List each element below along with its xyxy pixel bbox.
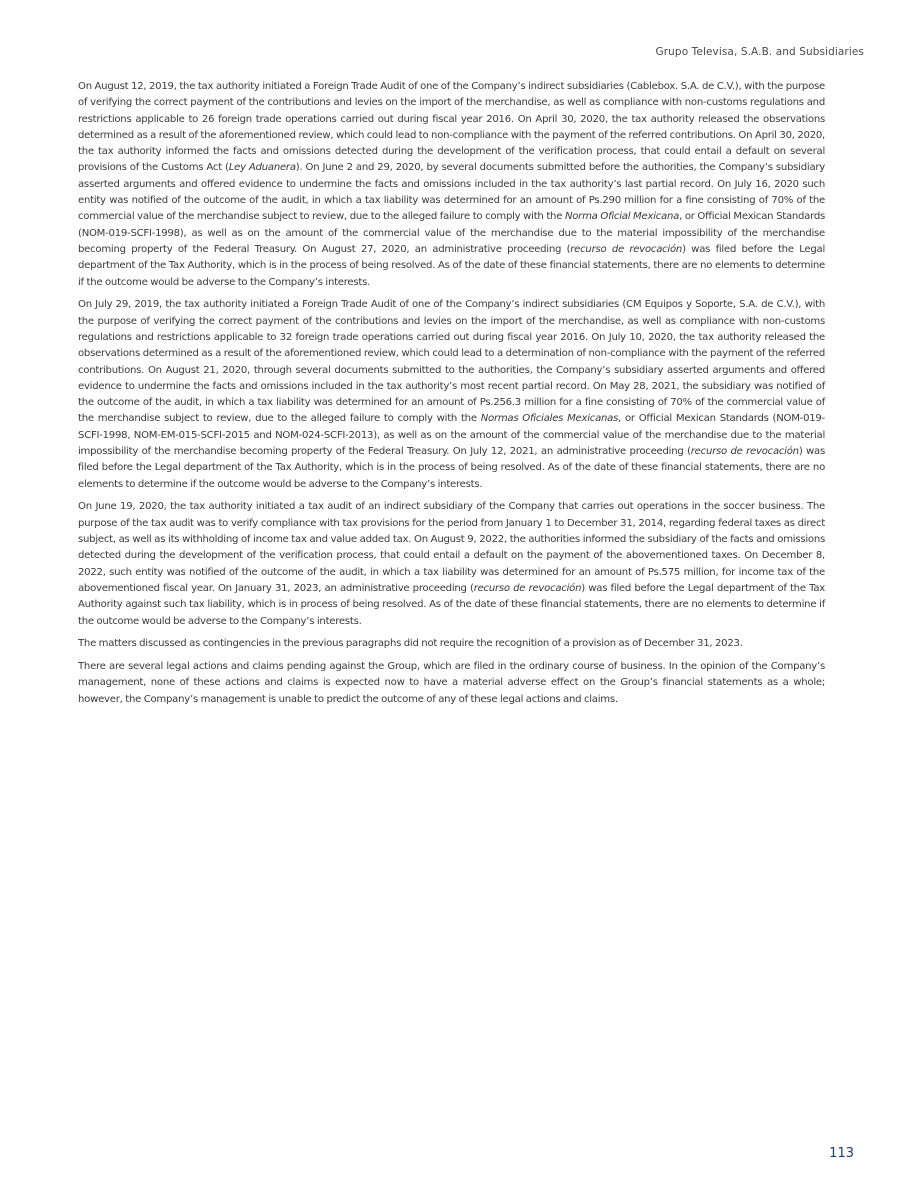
running-header: Grupo Televisa, S.A.B. and Subsidiaries [655,46,864,58]
paragraph-cablebox-audit: On August 12, 2019, the tax authority initiated a Foreign Trade Audit of one of the Company’s indirect subsidiaries (Cablebox. S.A. de C.V.), with the purpose of verifying the correct payment of the contributions and levies on the import of the merchandise, as well as compliance with non-customs regulations and restrictions applicable to 26 foreign trade operations carried out during fiscal year 2016. On April 30, 2020, the tax authority released the observations determined as a result of the aforementioned review, which could lead to non-compliance with the payment of the referred contributions. On April 30, 2020, the tax authority informed the facts and omissions detected during the development of the verification process, that could entail a default on several provisions of the Customs Act (Ley Aduanera). On June 2 and 29, 2020, by several documents submitted before the authorities, the Company’s subsidiary asserted arguments and offered evidence to undermine the facts and omissions included in the tax authority’s last partial record. On July 16, 2020 such entity was notified of the outcome of the audit, in which a tax liability was determined for an amount of Ps.290 million for a fine consisting of 70% of the commercial value of the merchandise subject to review, due to the alleged failure to comply with the Norma Oficial Mexicana, or Official Mexican Standards (NOM-019-SCFI-1998), as well as on the amount of the commercial value of the merchandise due to the material impossibility of the merchandise becoming property of the Federal Treasury. On August 27, 2020, an administrative proceeding (recurso de revocación) was filed before the Legal department of the Tax Authority, which is in the process of being resolved. As of the date of these financial statements, there are no elements to determine if the outcome would be adverse to the Company’s interests. [78,81,826,288]
paragraph-cm-equipos-audit: On July 29, 2019, the tax authority initiated a Foreign Trade Audit of one of the Company’s indirect subsidiaries (CM Equipos y Soporte, S.A. de C.V.), with the purpose of verifying the correct payment of the contributions and levies on the import of the merchandise, as well as compliance with non-customs regulations and restrictions applicable to 32 foreign trade operations carried out during fiscal year 2016. On July 10, 2020, the tax authority released the observations determined as a result of the aforementioned review, which could lead to a determination of non-compliance with the payment of the referred contributions. On August 21, 2020, through several documents submitted to the authorities, the Company’s subsidiary asserted arguments and offered evidence to undermine the facts and omissions included in the tax authority’s most recent partial record. On May 28, 2021, the subsidiary was notified of the outcome of the audit, in which a tax liability was determined for an amount of Ps.256.3 million for a fine consisting of 70% of the commercial value of the merchandise subject to review, due to the alleged failure to comply with the Normas Oficiales Mexicanas, or Official Mexican Standards (NOM-019- SCFI-1998, NOM-EM-015-SCFI-2015 and NOM-024-SCFI-2013), as well as on the amount of the commercial value of the merchandise due to the material impossibility of the merchandise becoming property of the Federal Treasury. On July 12, 2021, an administrative proceeding (recurso de revocación) was filed before the Legal department of the Tax Authority, which is in the process of being resolved. As of the date of these financial statements, there are no elements to determine if the outcome would be adverse to the Company’s interests. [78,299,825,490]
page-number: 113 [829,1146,854,1161]
paragraph-provision-note: The matters discussed as contingencies in the previous paragraphs did not require the recognition of a provision as of December 31, 2023. [78,638,743,650]
paragraph-legal-actions: There are several legal actions and claims pending against the Group, which are filed in the ordinary course of business. In the opinion of the Company’s management, none of these actions and claims is expected now to have a material adverse effect on the Group’s financial statements as a whole; however, the Company’s management is unable to predict the outcome of any of these legal actions and claims. [78,661,825,705]
paragraph-soccer-audit: On June 19, 2020, the tax authority initiated a tax audit of an indirect subsidiary of the Company that carries out operations in the soccer business. The purpose of the tax audit was to verify compliance with tax provisions for the period from January 1 to December 31, 2014, regarding federal taxes as direct subject, as well as its withholding of income tax and value added tax. On August 9, 2022, the authorities informed the subsidiary of the facts and omissions detected during the development of the verification process, that could entail a default on the payment of the abovementioned taxes. On December 8, 2022, such entity was notified of the outcome of the audit, in which a tax liability was determined for an amount of Ps.575 million, for income tax of the abovementioned fiscal year. On January 31, 2023, an administrative proceeding (recurso de revocación) was filed before the Legal department of the Tax Authority against such tax liability, which is in process of being resolved. As of the date of these financial statements, there are no elements to determine if the outcome would be adverse to the Company’s interests. [78,501,826,627]
body-text [78,79,825,714]
